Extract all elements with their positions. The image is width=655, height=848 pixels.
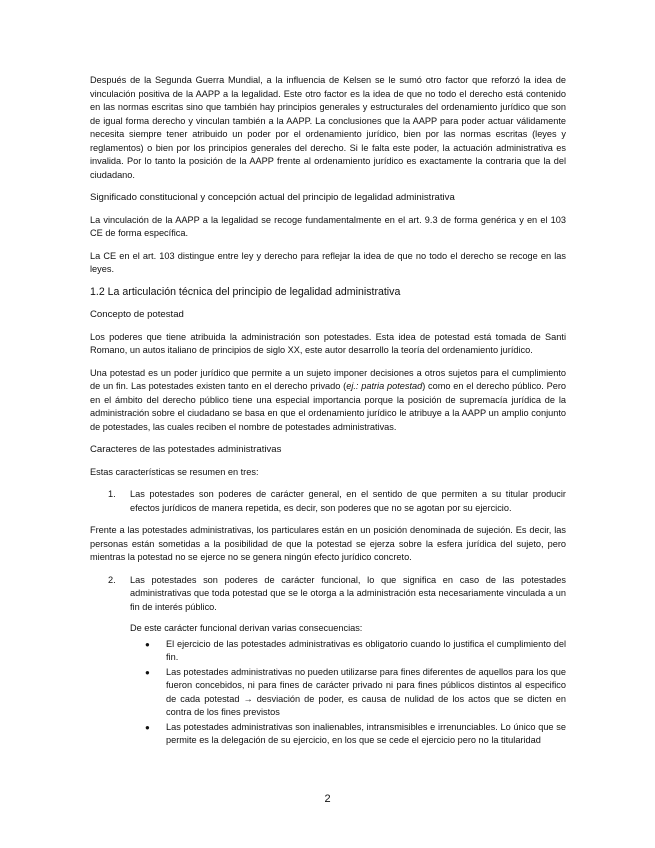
consequences-intro: De este carácter funcional derivan varias consecuencias: (130, 623, 363, 633)
heading-articulacion-tecnica: 1.2 La articulación técnica del principio de legalidad administrativa (90, 285, 401, 298)
bullet-text: Las potestades administrativas son inalienables, intransmisibles e irrenunciables. Lo único que se permite es la delegación de su ejercicio, en los que se cede el ejercicio pero no la titularidad (166, 721, 566, 745)
heading-significado-constitucional: Significado constitucional y concepción actual del principio de legalidad administrativa (90, 192, 455, 203)
bullet-text: El ejercicio de las potestades administrativas es obligatorio cuando lo justifica el cumplimiento del fin. (166, 638, 566, 662)
list-item-text: Las potestades son poderes de carácter general, en el sentido de que permiten a su titular producir efectos jurídicos de manera repetida, es decir, son poderes que no se agotan por su ejercicio. (130, 489, 566, 513)
page-number: 2 (324, 793, 331, 805)
numbered-list-item-1 (90, 488, 566, 515)
text-italic-example: ej.: patria potestad (346, 381, 423, 391)
document-page (90, 74, 566, 757)
paragraph-santi-romano: Los poderes que tiene atribuida la administración son potestades. Esta idea de potestad está tomada de Santi Romano, un autos italiano de principios de siglo XX, este autor desarrollo la teoría del ordenamiento jurídico. (90, 331, 566, 355)
heading-concepto-potestad: Concepto de potestad (90, 309, 184, 320)
text-segment: Una potestad es un poder jurídico que permite a un sujeto imponer decisiones a otros sujetos para el cumplimiento de un fin. Las potestades existen tanto en el derecho privado ( (90, 367, 566, 391)
bullet-icon: ● (145, 667, 150, 677)
list-number: 1. (108, 489, 116, 499)
list-number: 2. (108, 574, 116, 585)
paragraph-vinculacion: La vinculación de la AAPP a la legalidad se recoge fundamentalmente en el art. 9.3 de forma genérica y en el 103 CE de forma específica. (90, 214, 566, 238)
list-item (130, 721, 566, 748)
bullet-icon: ● (145, 722, 150, 732)
list-item-text: Las potestades son poderes de carácter funcional, lo que significa en caso de las potestades administrativas que toda potestad que se le otorga a la administración esta necesariamente vinculada a un fin de interés público. (130, 574, 566, 612)
paragraph-resumen-tres: Estas características se resumen en tres: (90, 466, 259, 477)
list-item (130, 638, 566, 665)
paragraph-kelsen: Después de la Segunda Guerra Mundial, a la influencia de Kelsen se le sumó otro factor que reforzó la idea de vinculación positiva de la AAPP a la legalidad. Este otro factor es la idea de que no todo el derecho está contenido en las normas escritas sino que también hay principios generales y estructurales del ordenamiento jurídico que son de igual forma derecho y vinculan también a la AAPP. La conclusiones que la AAPP para poder actuar válidamente necesita siempre tener atribuido un poder por el ordenamiento jurídico, bien por las normas escritas (leyes y reglamentos) o bien por los principios generales del derecho. Si le falta este poder, la actuación administrativa es invalida. Por lo tanto la posición de la AAPP frente al ordenamiento jurídico es exactamente la contraria que la del ciudadano. (90, 75, 566, 180)
list-item (130, 666, 566, 720)
numbered-list-item-2 (90, 574, 566, 748)
heading-caracteres: Caracteres de las potestades administrativas (90, 444, 282, 455)
text-segment: ) como en el derecho público. Pero en el ámbito del derecho público tiene una especial importancia porque la posición de supremacía jurídica de la administración sobre el ciudadano se basa en que el ordenamiento jurídico le atribuye a la AAPP un amplio conjunto de potestades, las cuales reciben el nombre de potestades administrativas. (90, 381, 566, 432)
consequences-list (130, 638, 566, 748)
paragraph-art-103: La CE en el art. 103 distingue entre ley y derecho para reflejar la idea de que no todo el derecho se recoge en las leyes. (90, 250, 566, 274)
paragraph-definicion-potestad (90, 367, 566, 435)
consequences-block (130, 622, 566, 748)
bullet-icon: ● (145, 639, 150, 649)
bullet-text: Las potestades administrativas no pueden utilizarse para fines diferentes de aquellos para los que fueron concebidos, ni para fines de carácter privado ni para fines públicos distintos al especifico de cada potestad → desviación de poder, es causa de nulidad de los actos que se dicten en contra de los fines previstos (166, 666, 566, 717)
paragraph-sujecion: Frente a las potestades administrativas, los particulares están en un posición denominada de sujeción. Es decir, las personas están sometidas a la posibilidad de que la potestad se ejerza sobre la esfera jurídica del sujeto, pero mientras la potestad no se ejerce no se genera ningún efecto jurídico concreto. (90, 525, 566, 562)
